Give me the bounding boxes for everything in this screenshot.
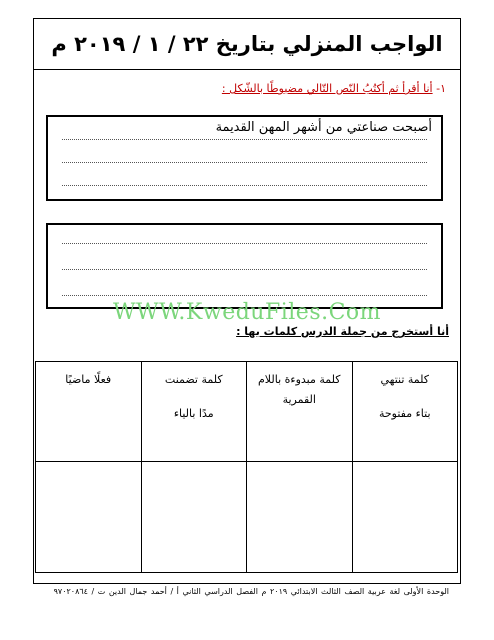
model-sentence: أصبحت صناعتي من أشهر المهن القديمة [215, 120, 432, 135]
writing-line[interactable] [62, 269, 427, 270]
exercise1-instruction-text: أنا أقرأ ثم أكتُبُ النّص التّالي مضبوطًا بالشّكل : [221, 82, 433, 95]
table-header-cell: كلمة تضمنت مدًا بالياء [141, 362, 247, 462]
answer-cell[interactable] [352, 462, 458, 573]
table-header-cell: كلمة مبدوءة باللام القمرية [247, 362, 353, 462]
answer-cell[interactable] [247, 462, 353, 573]
copy-box-2 [46, 223, 443, 309]
writing-line[interactable] [62, 295, 427, 296]
table-header-cell: فعلًا ماضيًا [36, 362, 142, 462]
writing-line[interactable] [62, 243, 427, 244]
exercise1-instruction [222, 82, 446, 95]
title-bar [33, 18, 461, 70]
page-footer: الوحدة الأولى لغة عربية الصف الثالث الابتدائي ٢٠١٩ م الفصل الدراسي الثاني أ / أحمد جمال الدين ت / ٩٧٠٢٠٨٦٤ [53, 587, 449, 596]
word-extraction-table [35, 361, 458, 573]
table-header-row [36, 362, 458, 462]
watermark: WWW.KweduFiles.Com [112, 300, 382, 325]
table-answer-row [36, 462, 458, 573]
answer-cell[interactable] [141, 462, 247, 573]
writing-line[interactable] [62, 185, 427, 186]
writing-line[interactable] [62, 139, 427, 140]
table-header-cell: كلمة تنتهي بتاء مفتوحة [352, 362, 458, 462]
writing-line[interactable] [62, 162, 427, 163]
exercise1-number: ١- [436, 82, 446, 95]
page-title: الواجب المنزلي بتاريخ ٢٢ / ١ / ٢٠١٩ م [51, 31, 443, 56]
answer-cell[interactable] [36, 462, 142, 573]
exercise2-instruction: أنا أستخرج من جملة الدرس كلمات بها : [236, 325, 449, 338]
